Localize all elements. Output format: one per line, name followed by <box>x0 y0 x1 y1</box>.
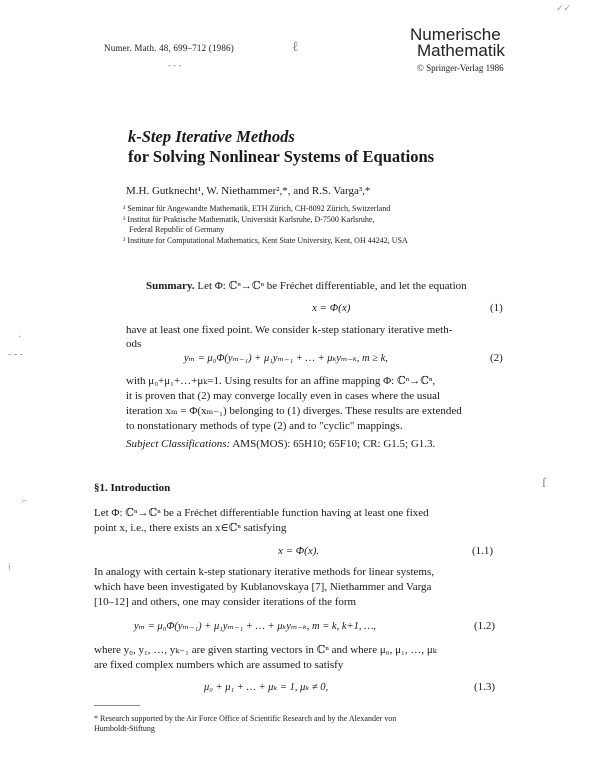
affiliation-2: ² Institut für Praktische Mathematik, Universität Karlsruhe, D-7500 Karlsruhe, <box>123 214 375 224</box>
footnote-line: * Research supported by the Air Force Office of Scientific Research and by the Alexander von <box>94 714 397 723</box>
footnote <box>94 714 396 734</box>
paragraph-line: Let Φ: ℂⁿ→ℂⁿ be a Fréchet differentiable function having at least one fixed <box>94 507 429 519</box>
paragraph-line: [10–12] and others, one may consider iterations of the form <box>94 596 357 608</box>
equation-1-1: x = Φ(x). <box>278 545 320 557</box>
author-list: M.H. Gutknecht¹, W. Niethammer²,*, and R.S. Varga³,* <box>126 185 371 197</box>
summary-label: Summary. <box>146 280 195 292</box>
scan-mark-icon: · <box>18 332 22 343</box>
summary-text: ods <box>126 338 142 350</box>
summary-paragraph <box>126 374 462 434</box>
summary-line: to nonstationary methods of type (2) and to "cyclic" mappings. <box>126 420 403 432</box>
publisher-line: © Springer-Verlag 1986 <box>417 63 504 73</box>
equation-1: x = Φ(x) <box>312 302 351 314</box>
subject-value: AMS(MOS): 65H10; 65F10; CR: G1.5; G1.3. <box>232 438 436 450</box>
summary-text: have at least one fixed point. We consider k-step stationary iterative meth- <box>126 324 453 336</box>
equation-2-number: (2) <box>490 352 503 364</box>
scan-mark-icon: - - - <box>168 60 182 70</box>
paper-title-line1: k-Step Iterative Methods <box>128 127 295 146</box>
summary-line: iteration xₘ = Φ(xₘ₋₁) belonging to (1) diverges. These results are extended <box>126 405 462 417</box>
equation-1-3: μ₀ + μ₁ + … + μₖ = 1, μₖ ≠ 0, <box>204 682 329 693</box>
journal-name-line1: Numerische <box>410 25 501 44</box>
paragraph-line: point x, i.e., there exists an x∈ℂⁿ satisfying <box>94 522 287 534</box>
paragraph-line: where y₀, y₁, …, yₖ₋₁ are given starting vectors in ℂⁿ and where μ₀, μ₁, …, μₖ <box>94 644 437 656</box>
equation-1-2: yₘ = μ₀Φ(yₘ₋₁) + μ₁yₘ₋₁ + … + μₖyₘ₋ₖ, m = k, k+1, …, <box>134 621 377 632</box>
footnote-line: Humboldt-Stiftung <box>94 724 155 733</box>
corner-mark: ✓✓ <box>556 3 572 13</box>
paper-title-line2: for Solving Nonlinear Systems of Equations <box>128 147 435 166</box>
scan-mark-icon: ⌐ <box>22 496 28 507</box>
intro-paragraph-1 <box>94 506 429 536</box>
scan-mark-icon: ſ <box>542 476 546 491</box>
scan-mark-icon: ⟊ <box>8 562 11 573</box>
equation-1-1-number: (1.1) <box>472 545 494 557</box>
subject-label: Subject Classifications: <box>126 438 231 450</box>
paragraph-line: which have been investigated by Kublanovskaya [7], Niethammer and Varga <box>94 581 432 593</box>
affiliation-3: ³ Institute for Computational Mathematics, Kent State University, Kent, OH 44242, USA <box>123 235 408 245</box>
equation-1-number: (1) <box>490 302 503 314</box>
footnote-rule <box>94 705 140 706</box>
affiliation-2-cont: Federal Republic of Germany <box>129 225 225 234</box>
paragraph-line: are fixed complex numbers which are assumed to satisfy <box>94 659 344 671</box>
summary-intro: Let Φ: ℂⁿ→ℂⁿ be Fréchet differentiable, and let the equation <box>197 280 467 292</box>
intro-paragraph-2 <box>94 565 434 610</box>
summary-line: it is proven that (2) may converge locally even in cases where the usual <box>126 390 441 402</box>
equation-2: yₘ = μ₀Φ(yₘ₋₁) + μ₁yₘ₋₁ + … + μₖyₘ₋ₖ, m ≥ k, <box>184 353 388 364</box>
subject-classifications <box>126 438 435 450</box>
equation-1-3-number: (1.3) <box>474 681 496 693</box>
paragraph-line: In analogy with certain k-step stationary iterative methods for linear systems, <box>94 566 434 578</box>
equation-1-2-number: (1.2) <box>474 620 496 632</box>
journal-citation: Numer. Math. 48, 699–712 (1986) <box>104 43 234 53</box>
intro-paragraph-3 <box>94 643 437 673</box>
journal-name-line2: Mathematik <box>417 41 505 60</box>
summary-first-line <box>146 279 467 292</box>
affiliation-1: ¹ Seminar für Angewandte Mathematik, ETH Zürich, CH-8092 Zürich, Switzerland <box>123 204 391 213</box>
section-heading: §1. Introduction <box>94 482 171 494</box>
summary-line: with μ₀+μ₁+…+μₖ=1. Using results for an affine mapping Φ: ℂⁿ→ℂⁿ, <box>126 375 436 387</box>
scan-mark-icon: - - - <box>8 349 23 360</box>
scan-mark-icon: ℓ <box>292 40 299 55</box>
affiliation-block <box>123 204 408 246</box>
